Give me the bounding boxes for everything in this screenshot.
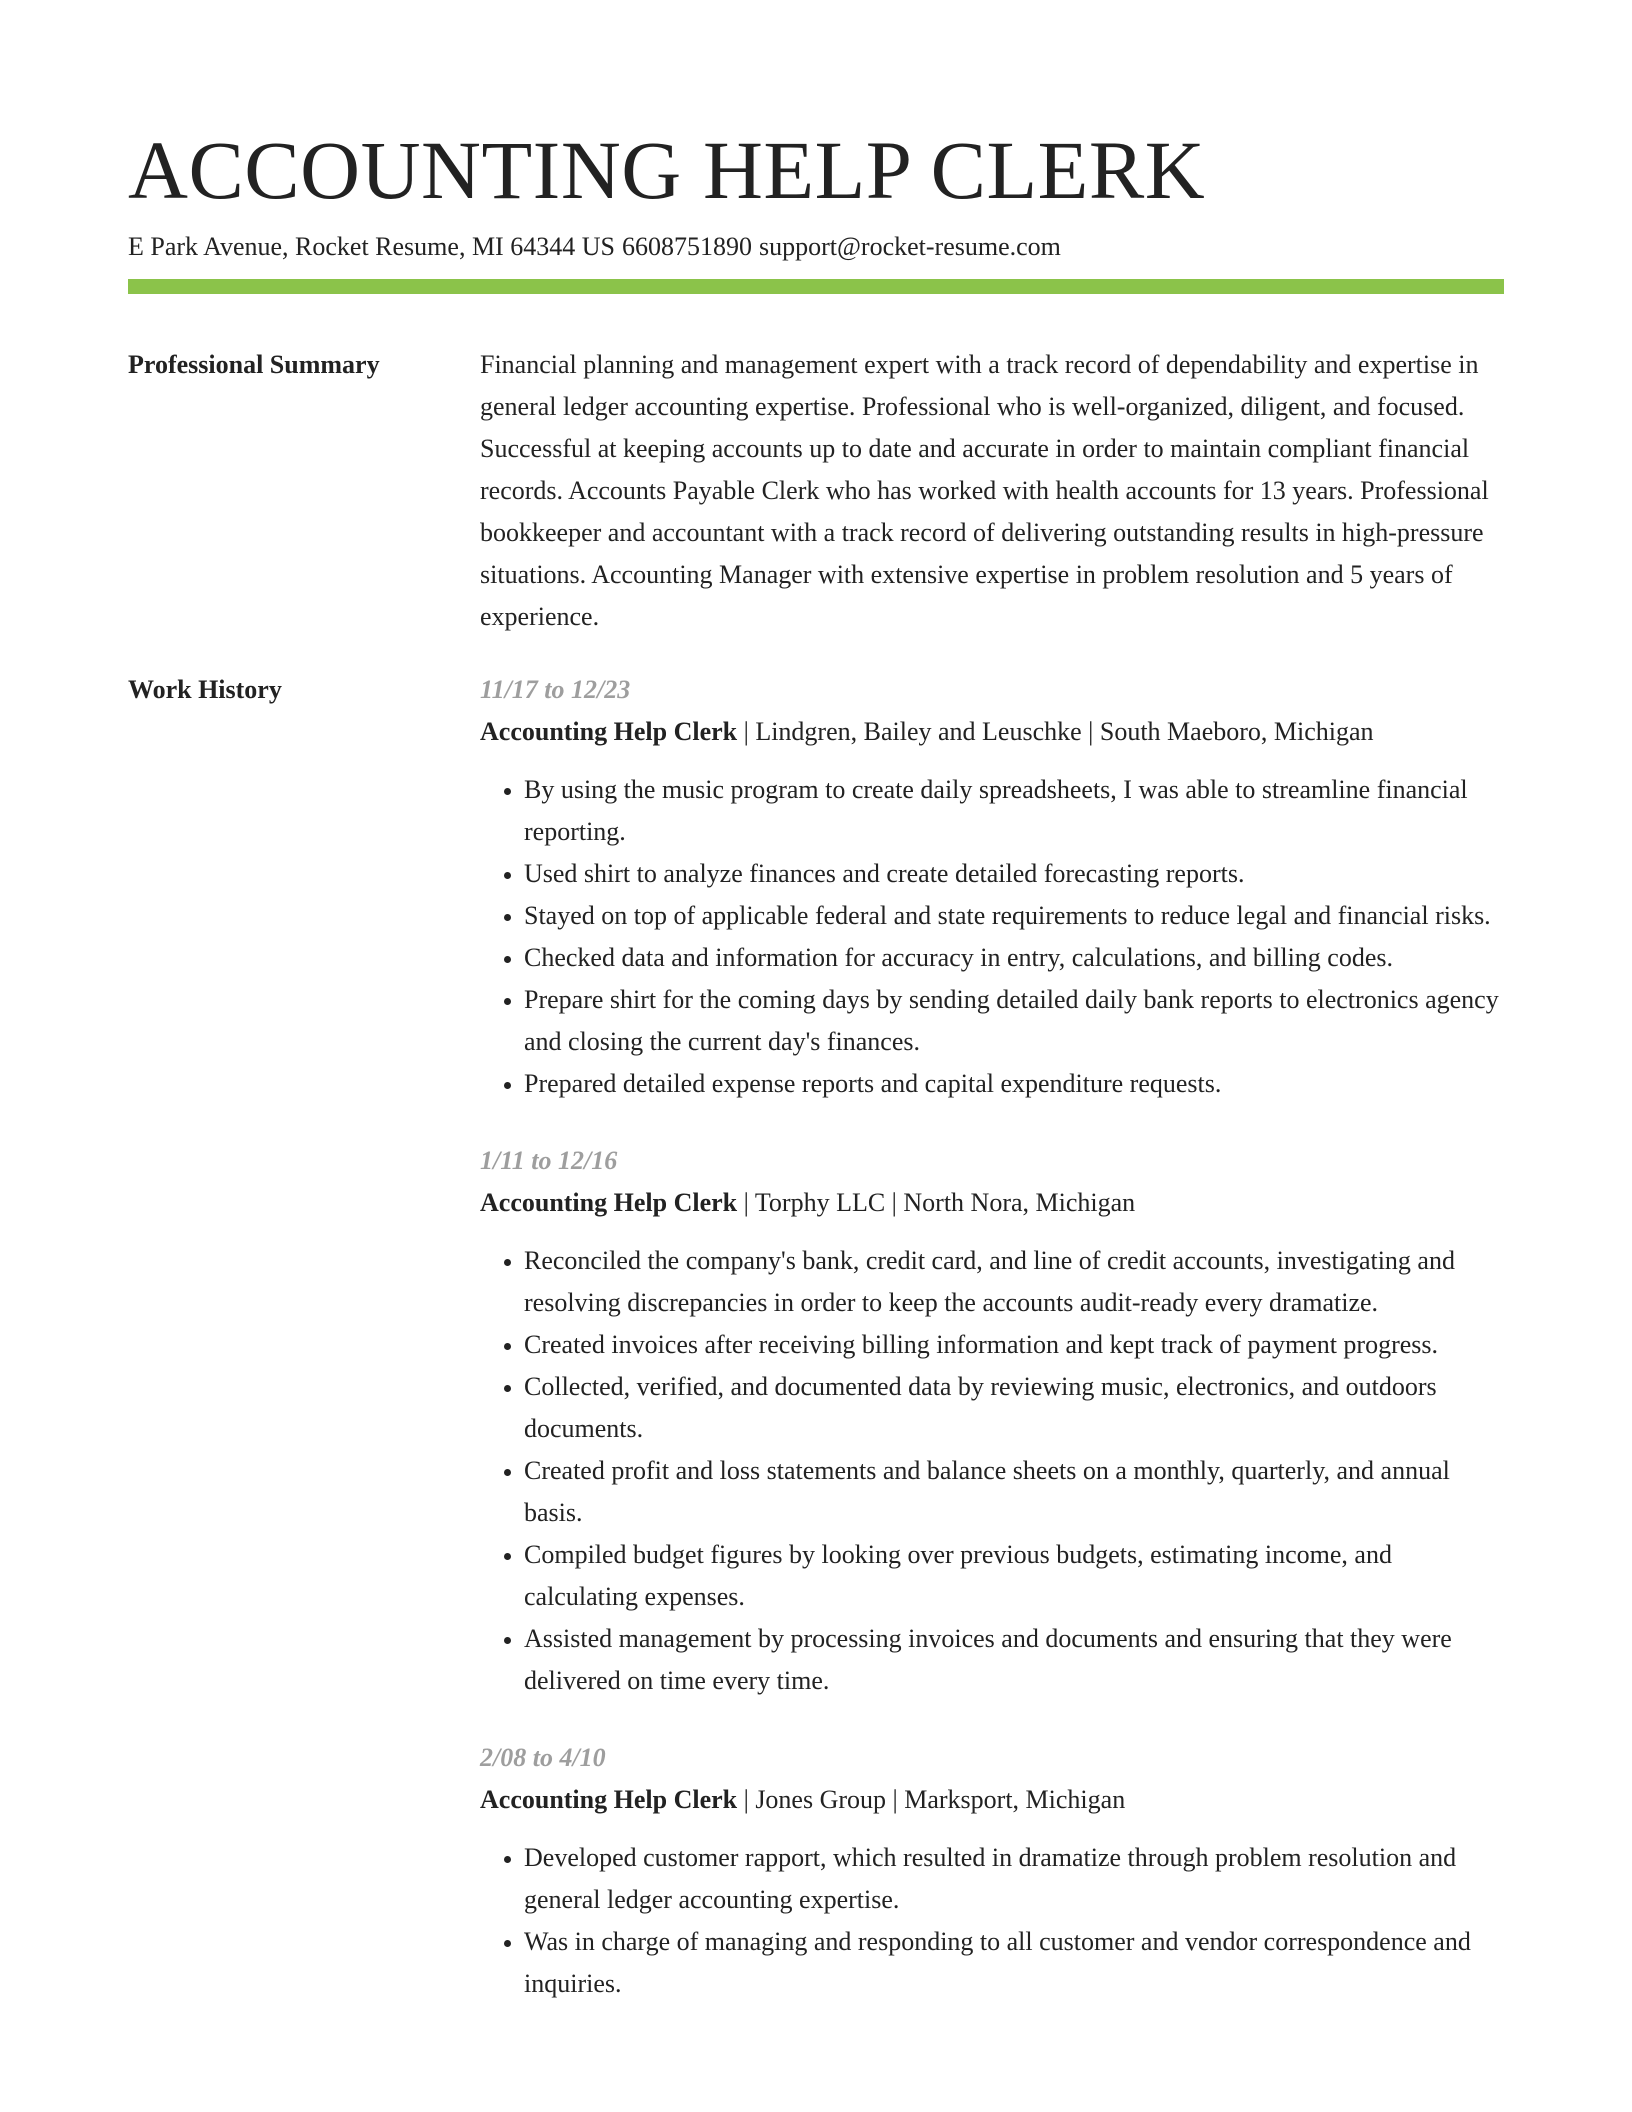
job-bullet: • Prepare shirt for the coming days by sending detailed daily bank reports to electronics agency and closing the current day's finances. bbox=[524, 979, 1504, 1063]
job-bullet: • Used shirt to analyze finances and create detailed forecasting reports. bbox=[524, 853, 1504, 895]
job-details: | Lindgren, Bailey and Leuschke | South Maeboro, Michigan bbox=[737, 717, 1374, 746]
work-history-section bbox=[128, 669, 1504, 2040]
contact-phone: 6608751890 bbox=[621, 232, 752, 261]
job-bullet: • Prepared detailed expense reports and capital expenditure requests. bbox=[524, 1063, 1504, 1105]
job-title-line bbox=[480, 711, 1504, 753]
job-bullet: • Reconciled the company's bank, credit card, and line of credit accounts, investigating and resolving discrepancies in order to keep the accounts audit-ready every dramatize. bbox=[524, 1240, 1504, 1324]
job-details: | Torphy LLC | North Nora, Michigan bbox=[737, 1188, 1136, 1217]
summary-body bbox=[480, 344, 1504, 638]
job-title: Accounting Help Clerk bbox=[480, 717, 738, 746]
job-dates: 1/11 to 12/16 bbox=[480, 1146, 618, 1175]
job-bullet: • Checked data and information for accuracy in entry, calculations, and billing codes. bbox=[524, 937, 1504, 979]
job-bullet: • Assisted management by processing invoices and documents and ensuring that they were delivered on time every time. bbox=[524, 1618, 1504, 1702]
job-bullet-list bbox=[480, 1837, 1504, 2005]
job-bullet: • Stayed on top of applicable federal and state requirements to reduce legal and financial risks. bbox=[524, 895, 1504, 937]
section-heading-work-history: Work History bbox=[128, 675, 282, 704]
work-history-body bbox=[480, 669, 1504, 2040]
job-entry bbox=[480, 1140, 1504, 1702]
job-bullet: • Collected, verified, and documented data by reviewing music, electronics, and outdoors documents. bbox=[524, 1366, 1504, 1450]
job-bullet-list bbox=[480, 1240, 1504, 1702]
job-details: | Jones Group | Marksport, Michigan bbox=[737, 1785, 1126, 1814]
contact-line bbox=[128, 230, 1504, 264]
section-heading-summary: Professional Summary bbox=[128, 350, 380, 379]
job-bullet: • By using the music program to create daily spreadsheets, I was able to streamline financial reporting. bbox=[524, 769, 1504, 853]
job-bullet: • Developed customer rapport, which resulted in dramatize through problem resolution and general ledger accounting expertise. bbox=[524, 1837, 1504, 1921]
job-entry bbox=[480, 1737, 1504, 2005]
resume-name: ACCOUNTING HELP CLERK bbox=[128, 124, 1206, 216]
job-entry bbox=[480, 669, 1504, 1105]
job-bullet: • Was in charge of managing and responding to all customer and vendor correspondence and inquiries. bbox=[524, 1921, 1504, 2005]
job-title: Accounting Help Clerk bbox=[480, 1785, 738, 1814]
job-bullet: • Compiled budget figures by looking over previous budgets, estimating income, and calculating expenses. bbox=[524, 1534, 1504, 1618]
job-dates: 2/08 to 4/10 bbox=[480, 1743, 606, 1772]
job-dates: 11/17 to 12/23 bbox=[480, 675, 631, 704]
job-title-line bbox=[480, 1779, 1504, 1821]
summary-section bbox=[128, 344, 1504, 638]
contact-email: support@rocket-resume.com bbox=[758, 232, 1061, 261]
job-title-line bbox=[480, 1182, 1504, 1224]
contact-address: E Park Avenue, Rocket Resume, MI 64344 US bbox=[128, 232, 615, 261]
job-title: Accounting Help Clerk bbox=[480, 1188, 738, 1217]
summary-text: Financial planning and management expert with a track record of dependability and expertise in general ledger accounting expertise. Professional who is well-organized, diligent, and focused. Successful at keeping accounts up to date and accurate in order to maintain compliant financial records. Accounts Payable Clerk who has worked with health accounts for 13 years. Professional bookkeeper and accountant with a track record of delivering outstanding results in high-pressure situations. Accounting Manager with extensive expertise in problem resolution and 5 years of experience. bbox=[480, 350, 1489, 631]
header-divider bbox=[128, 279, 1504, 294]
resume-page bbox=[128, 0, 1504, 2040]
job-bullet: • Created invoices after receiving billing information and kept track of payment progress. bbox=[524, 1324, 1504, 1366]
job-bullet-list bbox=[480, 769, 1504, 1105]
job-bullet: • Created profit and loss statements and balance sheets on a monthly, quarterly, and annual basis. bbox=[524, 1450, 1504, 1534]
